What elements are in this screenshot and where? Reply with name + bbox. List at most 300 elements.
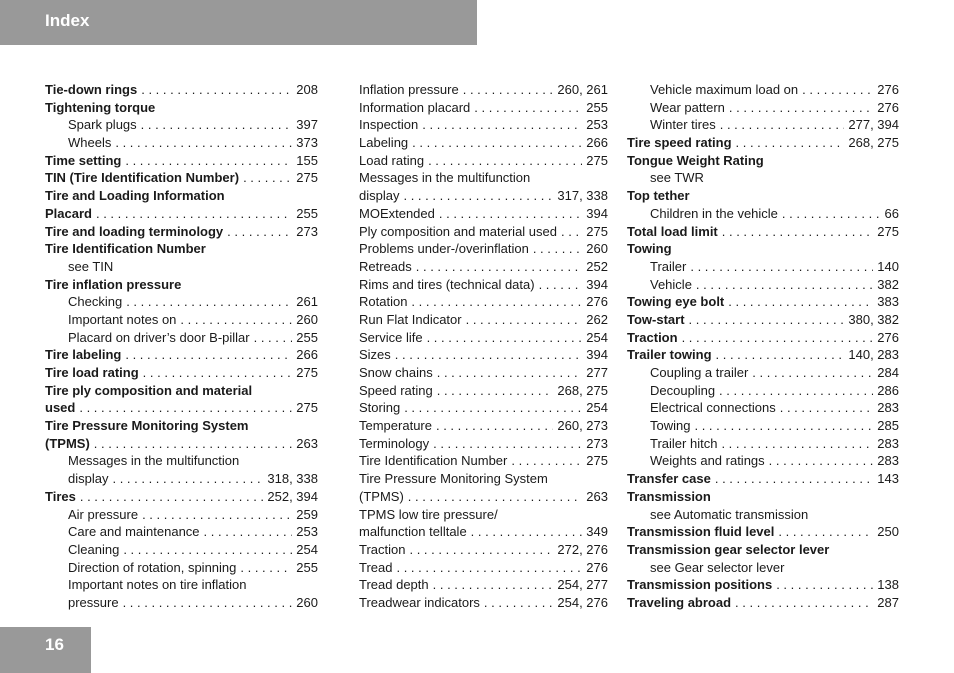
index-entry	[45, 205, 318, 223]
index-entry	[627, 169, 899, 187]
index-entry	[45, 99, 318, 117]
leader-dots	[437, 382, 554, 400]
index-entry	[359, 417, 608, 435]
index-entry-page: 260, 261	[557, 82, 608, 97]
index-entry	[627, 329, 899, 347]
leader-dots	[682, 329, 874, 347]
index-entry	[359, 506, 608, 524]
index-column-3	[627, 81, 899, 612]
leader-dots	[427, 329, 583, 347]
leader-dots	[539, 276, 583, 294]
leader-dots	[735, 594, 873, 612]
index-entry	[45, 240, 318, 258]
index-entry-page: 260, 273	[557, 418, 608, 434]
index-entry	[359, 364, 608, 382]
index-entry	[627, 99, 899, 117]
index-entry	[359, 116, 608, 134]
index-entry	[627, 541, 899, 559]
index-entry	[359, 205, 608, 223]
header-bar	[0, 0, 477, 45]
leader-dots	[412, 134, 582, 152]
index-entry	[45, 594, 318, 612]
index-entry	[627, 187, 899, 205]
index-entry-page: 140	[877, 258, 899, 274]
index-entry	[627, 399, 899, 417]
index-entry	[45, 81, 318, 99]
leader-dots	[752, 364, 873, 382]
index-entry-label: Run Flat Indicator	[359, 311, 462, 327]
index-entry	[627, 116, 899, 134]
index-column-2	[359, 81, 608, 612]
index-entry-page: 208	[296, 82, 318, 97]
index-entry	[45, 559, 318, 577]
leader-dots	[403, 187, 553, 205]
leader-dots	[428, 152, 582, 170]
index-entry	[45, 452, 318, 470]
index-entry-label: Top tether	[627, 188, 690, 204]
leader-dots	[471, 523, 583, 541]
index-entry-label: Traction	[359, 541, 406, 557]
index-entry-page: 275	[296, 365, 318, 380]
index-entry	[627, 452, 899, 470]
index-entry	[627, 152, 899, 170]
index-entry-label: Vehicle	[650, 276, 692, 292]
index-entry	[627, 470, 899, 488]
index-entry-label: Tire and loading terminology	[45, 223, 224, 239]
index-entry-label: Messages in the multifunction	[359, 170, 531, 186]
index-entry-page: 253	[296, 524, 318, 540]
index-entry	[627, 223, 899, 241]
leader-dots	[474, 99, 582, 117]
index-entry	[359, 470, 608, 488]
index-entry-page: 260	[296, 311, 318, 327]
index-entry	[45, 293, 318, 311]
leader-dots	[243, 169, 292, 187]
leader-dots	[408, 488, 583, 506]
leader-dots	[696, 276, 873, 294]
index-entry	[45, 506, 318, 524]
index-entry	[359, 240, 608, 258]
index-entry-page: 268, 275	[557, 382, 608, 398]
index-entry	[45, 523, 318, 541]
leader-dots	[395, 346, 583, 364]
index-entry-page: 283	[877, 435, 899, 451]
leader-dots	[716, 346, 845, 364]
index-entry-label: Transfer case	[627, 471, 711, 487]
leader-dots	[115, 134, 292, 152]
index-entry-page: 383	[877, 294, 899, 310]
leader-dots	[715, 470, 873, 488]
index-entry-label: Placard	[45, 205, 92, 221]
index-entry-page: 261	[296, 294, 318, 310]
index-entry	[359, 435, 608, 453]
leader-dots	[141, 116, 293, 134]
index-entry-page: 260	[296, 594, 318, 610]
index-entry	[627, 81, 899, 99]
index-entry-page: 317, 338	[557, 188, 608, 204]
index-entry-page: 263	[586, 488, 608, 504]
index-entry-page: 286	[877, 382, 899, 398]
index-entry-page: 349	[586, 524, 608, 540]
index-entry-label: Decoupling	[650, 382, 716, 398]
index-entry-page: 255	[296, 205, 318, 221]
index-entry-page: 254	[296, 541, 318, 557]
leader-dots	[694, 417, 873, 435]
index-entry	[359, 329, 608, 347]
leader-dots	[533, 240, 582, 258]
index-entry	[45, 399, 318, 417]
index-entry-label: Storing	[359, 400, 401, 416]
index-entry-page: 143	[877, 471, 899, 487]
index-entry-label: Placard on driver’s door B-pillar	[68, 329, 250, 345]
index-entry-label: Messages in the multifunction	[68, 453, 240, 469]
index-entry-page: 255	[296, 329, 318, 345]
index-entry	[627, 258, 899, 276]
index-entry	[627, 346, 899, 364]
index-entry	[45, 364, 318, 382]
index-entry-label: Tire Identification Number	[45, 241, 206, 257]
leader-dots	[719, 382, 873, 400]
index-entry-page: 259	[296, 506, 318, 522]
index-entry-label: display	[359, 188, 400, 204]
index-entry	[359, 81, 608, 99]
index-entry-page: 260	[586, 241, 608, 257]
index-entry	[627, 205, 899, 223]
index-entry-label: pressure	[68, 594, 119, 610]
leader-dots	[736, 134, 845, 152]
index-entry-label: Transmission fluid level	[627, 524, 775, 540]
index-entry-label: Trailer hitch	[650, 435, 718, 451]
index-column-1	[45, 81, 318, 612]
index-entry	[359, 293, 608, 311]
leader-dots	[769, 452, 874, 470]
index-entry-label: Transmission gear selector lever	[627, 541, 830, 557]
index-entry	[627, 382, 899, 400]
index-entry-page: 275	[586, 223, 608, 239]
index-entry-label: Tow-start	[627, 311, 685, 327]
index-entry-label: (TPMS)	[359, 488, 404, 504]
index-entry-label: Speed rating	[359, 382, 433, 398]
page-number: 16	[45, 635, 64, 654]
index-entry-page: 138	[877, 577, 899, 593]
index-entry	[627, 523, 899, 541]
index-entry-page: 254, 277	[557, 577, 608, 593]
index-entry-label: Towing	[650, 418, 691, 434]
index-entry-label: Tire inflation pressure	[45, 276, 182, 292]
index-entry-page: 140, 283	[848, 347, 899, 363]
index-entry-label: Transmission	[627, 488, 711, 504]
index-entry-page: 394	[586, 347, 608, 363]
index-entry-label: Coupling a trailer	[650, 365, 749, 380]
leader-dots	[778, 523, 873, 541]
leader-dots	[79, 399, 292, 417]
index-entry-page: 277	[586, 365, 608, 380]
page-number-box	[0, 627, 91, 673]
leader-dots	[123, 594, 293, 612]
index-entry-label: Sizes	[359, 347, 391, 363]
leader-dots	[436, 417, 553, 435]
index-entry-label: Rims and tires (technical data)	[359, 276, 535, 292]
index-entry-label: Labeling	[359, 135, 409, 151]
leader-dots	[439, 205, 582, 223]
index-entry-label: Vehicle maximum load on	[650, 82, 799, 97]
leader-dots	[204, 523, 293, 541]
leader-dots	[802, 81, 873, 99]
index-entry	[45, 134, 318, 152]
index-entry-label: Towing	[627, 241, 672, 257]
section-title: Index	[45, 11, 90, 30]
index-entry	[359, 169, 608, 187]
index-entry-page: 394	[586, 205, 608, 221]
leader-dots	[112, 470, 263, 488]
index-entry	[359, 523, 608, 541]
index-entry-page: 66	[884, 205, 899, 221]
index-entry-label: Tightening torque	[45, 99, 156, 115]
leader-dots	[125, 152, 292, 170]
index-entry-label: Cleaning	[68, 541, 120, 557]
index-entry-page: 276	[586, 559, 608, 575]
index-entry-page: 394	[586, 276, 608, 292]
index-entry-page: 253	[586, 117, 608, 133]
leader-dots	[720, 116, 845, 134]
index-entry-page: 255	[296, 559, 318, 575]
index-entry-label: Tire speed rating	[627, 135, 732, 151]
index-entry-label: display	[68, 471, 109, 487]
index-entry	[45, 488, 318, 506]
index-entry-page: 252	[586, 258, 608, 274]
leader-dots	[180, 311, 292, 329]
index-entry-label: Care and maintenance	[68, 524, 200, 540]
index-entry-label: Inspection	[359, 117, 419, 133]
leader-dots	[80, 488, 264, 506]
index-entry	[627, 364, 899, 382]
index-entry-page: 380, 382	[848, 311, 899, 327]
index-entry-page: 262	[586, 311, 608, 327]
index-entry-label: Terminology	[359, 435, 430, 451]
index-entry-page: 266	[296, 347, 318, 363]
index-entry	[45, 435, 318, 453]
index-entry-label: see Gear selector lever	[650, 559, 785, 575]
leader-dots	[728, 293, 873, 311]
index-entry-page: 263	[296, 435, 318, 451]
leader-dots	[729, 99, 873, 117]
index-entry-label: Tire ply composition and material	[45, 382, 253, 398]
index-entry-label: Temperature	[359, 418, 432, 434]
index-entry-label: Transmission positions	[627, 577, 773, 593]
index-entry-label: Tire labeling	[45, 347, 122, 363]
index-entry	[45, 223, 318, 241]
index-entry-label: Tread	[359, 559, 393, 575]
index-entry-label: Tire Identification Number	[359, 453, 508, 469]
index-entry-label: Time setting	[45, 152, 122, 168]
index-entry	[627, 134, 899, 152]
index-entry-page: 277, 394	[848, 117, 899, 133]
index-entry-page: 254, 276	[557, 594, 608, 610]
index-entry	[359, 223, 608, 241]
index-entry-label: Information placard	[359, 99, 471, 115]
index-entry-label: Air pressure	[68, 506, 139, 522]
index-entry-page: 254	[586, 400, 608, 416]
leader-dots	[422, 116, 582, 134]
index-entry-page: 273	[586, 435, 608, 451]
index-entry	[359, 99, 608, 117]
index-entry-label: Important notes on tire inflation	[68, 577, 247, 593]
leader-dots	[143, 364, 293, 382]
index-entry-page: 276	[877, 329, 899, 345]
index-entry-label: Tongue Weight Rating	[627, 152, 764, 168]
index-entry-label: TIN (Tire Identification Number)	[45, 170, 240, 186]
index-entry-page: 155	[296, 152, 318, 168]
index-entry-label: MOExtended	[359, 205, 435, 221]
leader-dots	[689, 311, 845, 329]
index-entry-label: Tread depth	[359, 577, 429, 593]
index-entry-label: Direction of rotation, spinning	[68, 559, 237, 575]
leader-dots	[411, 293, 582, 311]
index-entry	[45, 417, 318, 435]
index-entry-label: Towing eye bolt	[627, 294, 725, 310]
index-entry	[45, 116, 318, 134]
index-entry-label: Inflation pressure	[359, 82, 459, 97]
index-entry-page: 285	[877, 418, 899, 434]
index-entry	[359, 382, 608, 400]
leader-dots	[416, 258, 583, 276]
leader-dots	[94, 435, 293, 453]
leader-dots	[484, 594, 553, 612]
index-entry-label: Traveling abroad	[627, 594, 732, 610]
index-entry-label: Load rating	[359, 152, 425, 168]
index-entry	[359, 187, 608, 205]
index-entry-page: 273	[296, 223, 318, 239]
index-entry-label: Problems under-/overinflation	[359, 241, 529, 257]
index-entry	[45, 346, 318, 364]
index-entry-label: (TPMS)	[45, 435, 90, 451]
leader-dots	[780, 399, 874, 417]
index-entry-page: 275	[877, 223, 899, 239]
index-entry-page: 318, 338	[267, 471, 318, 487]
index-entry-label: Total load limit	[627, 223, 718, 239]
index-entry-label: TPMS low tire pressure/	[359, 506, 498, 522]
index-entry-label: malfunction telltale	[359, 524, 467, 540]
index-entry	[627, 435, 899, 453]
index-entry	[45, 541, 318, 559]
index-entry-page: 275	[586, 152, 608, 168]
index-entry	[359, 399, 608, 417]
index-entry-page: 275	[296, 170, 318, 186]
index-entry	[359, 258, 608, 276]
leader-dots	[227, 223, 292, 241]
leader-dots	[404, 399, 582, 417]
leader-dots	[409, 541, 553, 559]
leader-dots	[511, 452, 582, 470]
leader-dots	[721, 435, 873, 453]
index-entry-page: 255	[586, 99, 608, 115]
leader-dots	[396, 559, 582, 577]
index-entry-page: 283	[877, 400, 899, 416]
leader-dots	[254, 329, 293, 347]
index-entry-label: Tire and Loading Information	[45, 188, 225, 204]
index-entry	[627, 311, 899, 329]
index-entry-label: Tire Pressure Monitoring System	[359, 471, 548, 487]
index-entry	[45, 576, 318, 594]
index-entry-label: Checking	[68, 294, 123, 310]
leader-dots	[96, 205, 292, 223]
index-entry-label: see Automatic transmission	[650, 506, 809, 522]
index-entry	[359, 346, 608, 364]
index-entry-label: Tie-down rings	[45, 82, 138, 97]
index-entry	[45, 258, 318, 276]
index-entry-page: 272, 276	[557, 541, 608, 557]
index-entry-label: Children in the vehicle	[650, 205, 778, 221]
index-entry-label: Tire load rating	[45, 365, 139, 380]
index-entry	[627, 417, 899, 435]
index-entry	[359, 311, 608, 329]
index-entry	[359, 452, 608, 470]
index-entry	[627, 293, 899, 311]
leader-dots	[437, 364, 583, 382]
index-entry	[45, 276, 318, 294]
index-entry	[45, 169, 318, 187]
index-entry	[359, 594, 608, 612]
index-entry-label: Winter tires	[650, 117, 716, 133]
index-entry-page: 250	[877, 524, 899, 540]
index-entry-label: Service life	[359, 329, 423, 345]
index-entry-page: 276	[877, 99, 899, 115]
index-entry	[45, 470, 318, 488]
index-entry-label: Wear pattern	[650, 99, 725, 115]
index-entry-label: Trailer towing	[627, 347, 712, 363]
index-entry-label: Treadwear indicators	[359, 594, 480, 610]
index-entry-label: Ply composition and material used	[359, 223, 557, 239]
index-entry-page: 266	[586, 135, 608, 151]
index-entry	[45, 187, 318, 205]
index-entry	[359, 576, 608, 594]
index-entry-page: 254	[586, 329, 608, 345]
index-entry-label: Tire Pressure Monitoring System	[45, 418, 249, 434]
index-entry	[627, 506, 899, 524]
index-entry	[627, 559, 899, 577]
index-entry-label: Snow chains	[359, 365, 433, 380]
index-entry	[45, 311, 318, 329]
index-entry	[45, 329, 318, 347]
index-entry-label: used	[45, 400, 76, 416]
leader-dots	[690, 258, 873, 276]
leader-dots	[561, 223, 582, 241]
leader-dots	[126, 293, 292, 311]
index-entry-page: 275	[296, 400, 318, 416]
index-entry	[359, 559, 608, 577]
index-entry-page: 275	[586, 453, 608, 469]
index-entry	[627, 488, 899, 506]
index-entry-page: 373	[296, 135, 318, 151]
index-entry-label: Weights and ratings	[650, 453, 765, 469]
index-entry	[45, 382, 318, 400]
index-entry-page: 397	[296, 117, 318, 133]
index-entry	[627, 276, 899, 294]
leader-dots	[141, 81, 292, 99]
index-entry-label: Spark plugs	[68, 117, 137, 133]
index-entry-label: see TWR	[650, 170, 704, 186]
leader-dots	[142, 506, 292, 524]
leader-dots	[776, 576, 873, 594]
index-entry-page: 284	[877, 365, 899, 380]
index-entry	[359, 134, 608, 152]
index-entry	[627, 594, 899, 612]
index-entry-label: Rotation	[359, 294, 408, 310]
index-entry-label: Wheels	[68, 135, 112, 151]
index-entry	[45, 152, 318, 170]
index-entry	[359, 541, 608, 559]
index-entry-page: 283	[877, 453, 899, 469]
